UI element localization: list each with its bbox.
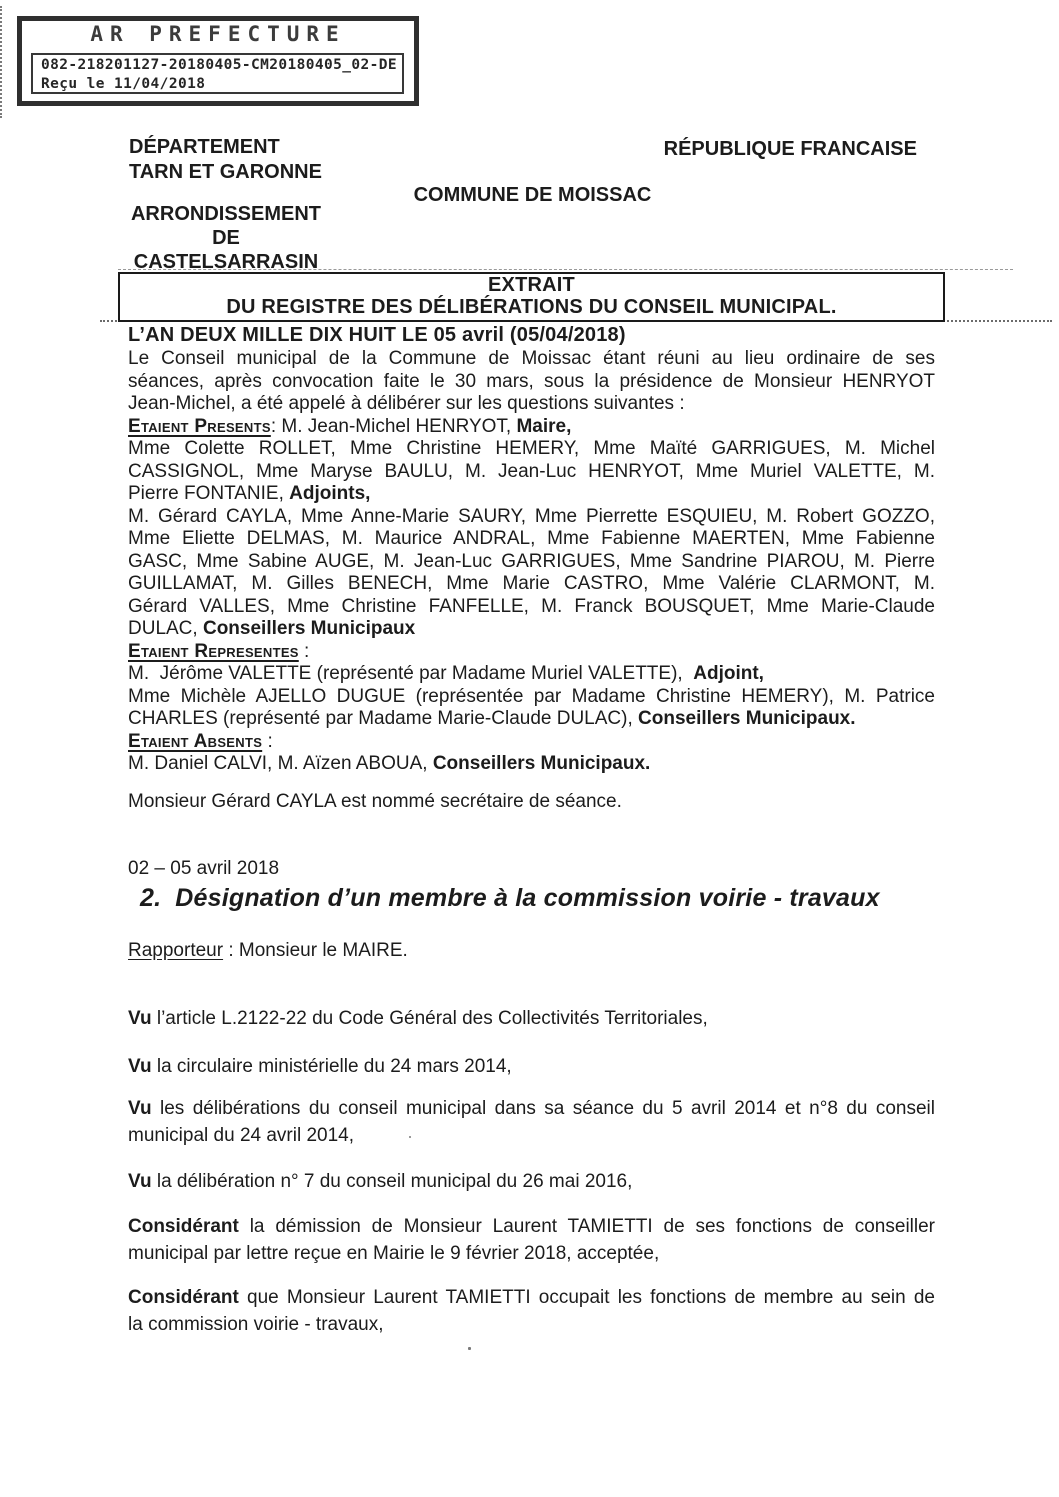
commune-label: COMMUNE DE MOISSAC: [413, 184, 652, 206]
represented-line: M. Jérôme VALETTE (représenté par Madame Muriel VALETTE), Adjoint,: [128, 663, 764, 684]
scan-artifact-speck: [468, 1347, 471, 1350]
role-maire: Maire,: [516, 415, 572, 437]
absent-line: M. Daniel CALVI, M. Aïzen ABOUA, Conseillers Municipaux.: [128, 753, 651, 774]
session-date-line: L’AN DEUX MILLE DIX HUIT LE 05 avril (05/04/2018): [128, 324, 626, 346]
arrondissement-label: ARRONDISSEMENT: [130, 203, 321, 225]
session-body: [128, 348, 935, 776]
attendee-line: Pierre FONTANIE, Adjoints,: [128, 483, 371, 504]
represented-line: CHARLES (représenté par Madame Marie-Claude DULAC), Conseillers Municipaux.: [128, 708, 856, 729]
clause-vu: Vu l’article L.2122-22 du Code Général des Collectivités Territoriales,: [128, 1008, 708, 1029]
stamp-title: AR PREFECTURE: [90, 22, 346, 46]
arrondissement-name: CASTELSARRASIN: [133, 251, 319, 273]
item-heading: [140, 884, 1040, 913]
department-block: [129, 135, 322, 185]
stamp-received-date: Reçu le 11/04/2018: [41, 76, 206, 92]
scan-artifact-edge: [0, 6, 2, 118]
role-conseillers: Conseillers Municipaux: [202, 618, 416, 639]
clause-vu: Vu la délibération n° 7 du conseil municipal du 26 mai 2016,: [128, 1171, 633, 1192]
attendee-line: DULAC, Conseillers Municipaux: [128, 618, 416, 639]
extract-subtitle: DU REGISTRE DES DÉLIBÉRATIONS DU CONSEIL MUNICIPAL.: [226, 295, 837, 318]
present-heading-line: Etaient Presents: M. Jean-Michel HENRYOT, Maire,: [128, 415, 572, 437]
stamp-inner-box: [31, 53, 404, 94]
attendee-line: M. Gérard CAYLA, Mme Anne-Marie SAURY, Mme Pierrette ESQUIEU, M. Robert GOZZO,: [128, 505, 935, 527]
item-title: Désignation d’un membre à la commission voirie - travaux: [175, 884, 880, 912]
role-conseillers: Conseillers Municipaux.: [638, 708, 856, 729]
attendee-line: Mme Eliette DELMAS, M. Maurice ANDRAL, Mme Fabienne MAERTEN, Mme Fabienne: [128, 528, 935, 549]
prefecture-stamp: [17, 16, 419, 106]
role-adjoint: Adjoint,: [693, 663, 764, 684]
attendee-line: GASC, Mme Sabine AUGE, M. Jean-Luc GARRIGUES, Mme Sandrine PIAROU, M. Pierre: [128, 550, 935, 572]
role-adjoints: Adjoints,: [289, 483, 371, 504]
represented-line: Mme Michèle AJELLO DUGUE (représentée par Madame Christine HEMERY), M. Patrice: [128, 685, 935, 707]
clause-vu: Vu la circulaire ministérielle du 24 mars 2014,: [128, 1056, 512, 1077]
extract-title-box: [118, 272, 945, 322]
department-name: TARN ET GARONNE: [129, 161, 322, 183]
extract-title: EXTRAIT: [488, 274, 575, 296]
intro-line: séances, après convocation faite le 30 mars, sous la présidence de Monsieur HENRYOT: [128, 370, 935, 392]
clause-considerant: Considérant que Monsieur Laurent TAMIETTI occupait les fonctions de membre au sein de la commission voirie - travaux,: [128, 1287, 935, 1335]
attendee-line: CASSIGNOL, Mme Maryse BAULU, M. Jean-Luc HENRYOT, Mme Muriel VALETTE, M.: [128, 460, 935, 482]
secretary-line: Monsieur Gérard CAYLA est nommé secrétaire de séance.: [128, 791, 622, 812]
clause-vu: Vu les délibérations du conseil municipal dans sa séance du 5 avril 2014 et n°8 du conseil municipal du 24 avril 2014,: [128, 1098, 935, 1146]
absent-heading-line: Etaient Absents :: [128, 730, 273, 752]
arrondissement-de: DE: [212, 227, 240, 249]
arrondissement-block: [128, 202, 324, 274]
role-conseillers: Conseillers Municipaux.: [432, 753, 651, 774]
department-label: DÉPARTEMENT: [129, 136, 280, 158]
present-heading: Etaient Presents: [128, 415, 271, 437]
represented-heading: Etaient Representes: [128, 640, 299, 662]
republic-label: RÉPUBLIQUE FRANCAISE: [663, 138, 917, 160]
absent-heading: Etaient Absents: [128, 730, 263, 752]
attendee-line: Gérard VALLES, Mme Christine FANFELLE, M. Franck BOUSQUET, Mme Marie-Claude: [128, 595, 935, 617]
rapporteur-label: Rapporteur: [128, 940, 224, 961]
item-number: 2.: [140, 884, 162, 912]
rapporteur-line: Rapporteur : Monsieur le MAIRE.: [128, 940, 408, 961]
represented-heading-line: Etaient Representes :: [128, 640, 310, 662]
intro-line: Le Conseil municipal de la Commune de Moissac étant réuni au lieu ordinaire de ses: [128, 348, 935, 369]
clause-considerant: Considérant la démission de Monsieur Laurent TAMIETTI de ses fonctions de conseiller municipal par lettre reçue en Mairie le 9 février 2018, acceptée,: [128, 1216, 935, 1264]
item-date-ref: 02 – 05 avril 2018: [128, 858, 280, 879]
attendee-line: Mme Colette ROLLET, Mme Christine HEMERY, Mme Maïté GARRIGUES, M. Michel: [128, 438, 935, 459]
stamp-code: 082-218201127-20180405-CM20180405_02-DE: [41, 57, 398, 73]
intro-line: Jean-Michel, a été appelé à délibérer sur les questions suivantes :: [128, 393, 685, 414]
attendee-line: GUILLAMAT, M. Gilles BENECH, Mme Marie CASTRO, Mme Valérie CLARMONT, M.: [128, 573, 935, 594]
